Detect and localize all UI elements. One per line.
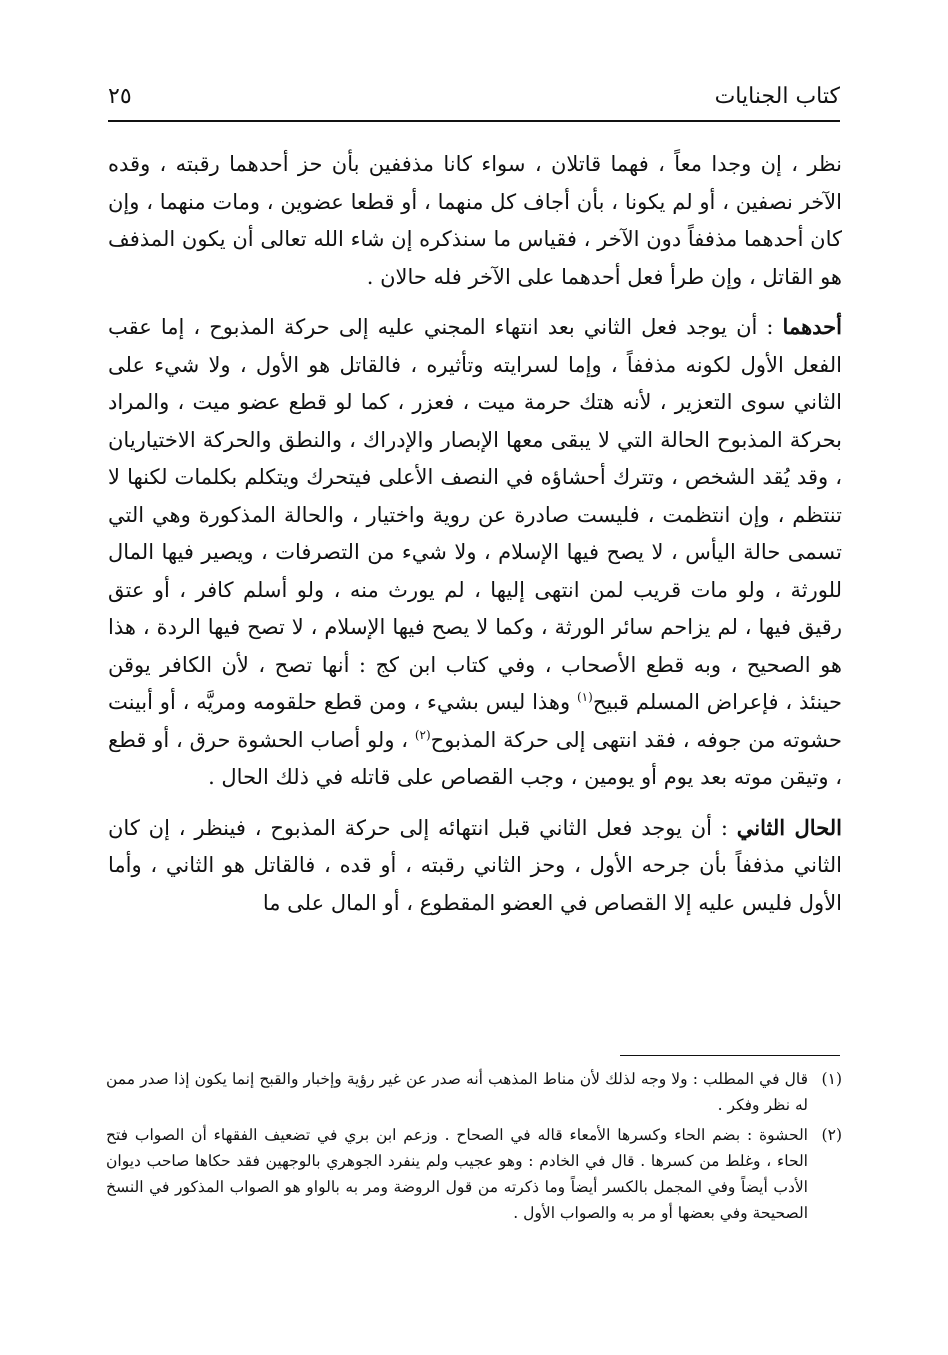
footnote-number: (١) — [821, 1070, 842, 1088]
footnote-1 — [106, 1066, 842, 1118]
case-one-lead: أحدهما — [782, 314, 842, 339]
case-one-text-c: ، ولو أصاب الحشوة حرق ، أو قطع ، وتيقن موته بعد يوم أو يومين ، وجب القصاص على قاتله في ذلك الحال . — [108, 727, 842, 789]
footnote-ref-1[interactable]: (١) — [576, 690, 593, 704]
case-one-text-a: : أن يوجد فعل الثاني بعد انتهاء المجني عليه إلى حركة المذبوح ، إما عقب الفعل الأول لكونه مذففاً ، وإما لسرايته وتأثيره ، فالقاتل هو الأول ، ولا شيء على الثاني سوى التعزير ، لأنه هتك حرمة ميت ، فعزر ، كما لو قطع عضو ميت ، والمراد بحركة المذبوح الحالة التي لا يبقى معها الإبصار والإدراك ، والنطق والحركة الاختياريان ، وقد يُقد الشخص ، وتترك أحشاؤه في النصف الأعلى فيتحرك ويتكلم بكلمات لكنها لا تنتظم ، وإن انتظمت ، فليست صادرة عن روية واختيار ، والحالة المذكورة وهي التي تسمى حالة اليأس ، لا يصح فيها الإسلام ، ولا شيء من التصرفات ، ويصير فيها المال للورثة ، ولو مات قريب لمن انتهى إليها ، لم يورث منه ، ولو أسلم كافر ، أو عتق رقيق فيها ، لم يزاحم سائر الورثة ، وكما لا يصح فيها الإسلام ، لا تصح فيها الردة ، هذا هو الصحيح ، وبه قطع الأصحاب ، وفي كتاب ابن كج : أنها تصح ، لأن الكافر يوقن حينئذ ، فإعراض المسلم قبيح — [108, 315, 843, 714]
header-divider — [108, 120, 840, 122]
case-two-text: : أن يوجد فعل الثاني قبل انتهائه إلى حركة المذبوح ، فينظر ، إن كان الثاني مذففاً بأن جرحه الأول ، وحز الثاني رقبته ، أو قده ، فالقاتل هو الثاني ، وأما الأول فليس عليه إلا القصاص في العضو المقطوع ، أو المال على ما — [108, 815, 842, 915]
footnote-ref-2[interactable]: (٢) — [414, 727, 431, 742]
running-header — [108, 82, 840, 116]
footnotes — [106, 1066, 842, 1230]
case-one-text-b: وهذا ليس بشيء ، ومن قطع حلقومه ومريَّه ، أو أبينت حشوته من جوفه ، فقد انتهى إلى حركة المذبوح — [108, 690, 842, 752]
case-one-paragraph — [108, 308, 842, 797]
footnote-text: الحشوة : بضم الحاء وكسرها الأمعاء قاله في الصحاح . وزعم ابن بري في تضعيف الفقهاء أن الصواب فتح الحاء ، وغلط من كسرها . قال في الخادم : وهو عجيب ولم ينفرد الجوهري بالوجهين فقد حكاها صاحب ديوان الأدب أيضاً وفي المجمل بالكسر أيضاً وما ذكرته من قول الروضة ومر به بالواو هو الصواب المذكور في النسخ الصحيحة وفي بعضها أو مر به والصواب الأول . — [106, 1126, 808, 1222]
footnote-text: قال في المطلب : ولا وجه لذلك لأن مناط المذهب أنه صدر عن غير رؤية وإخبار والقبح إنما يكون إذا صدر ممن له نظر وفكر . — [106, 1070, 808, 1114]
intro-paragraph: نظر ، إن وجدا معاً ، فهما قاتلان ، سواء كانا مذففين بأن حز أحدهما رقبته ، وقده الآخر نصفين ، أو لم يكونا ، بأن أجاف كل منهما ، أو قطعا عضوين ، ومات منهما ، وإن كان أحدهما مذففاً دون الآخر ، فقياس ما سنذكره إن شاء الله تعالى أن يكون المذفف هو القاتل ، وإن طرأ فعل أحدهما على الآخر فله حالان . — [108, 152, 842, 289]
footnote-2 — [106, 1122, 842, 1226]
page-number: ٢٥ — [108, 84, 132, 109]
footnote-divider — [620, 1055, 840, 1056]
case-two-paragraph — [108, 809, 842, 923]
case-two-lead: الحال الثاني — [736, 814, 842, 840]
main-text — [108, 146, 842, 934]
footnote-number: (٢) — [821, 1126, 842, 1144]
chapter-title: كتاب الجنايات — [714, 84, 840, 109]
